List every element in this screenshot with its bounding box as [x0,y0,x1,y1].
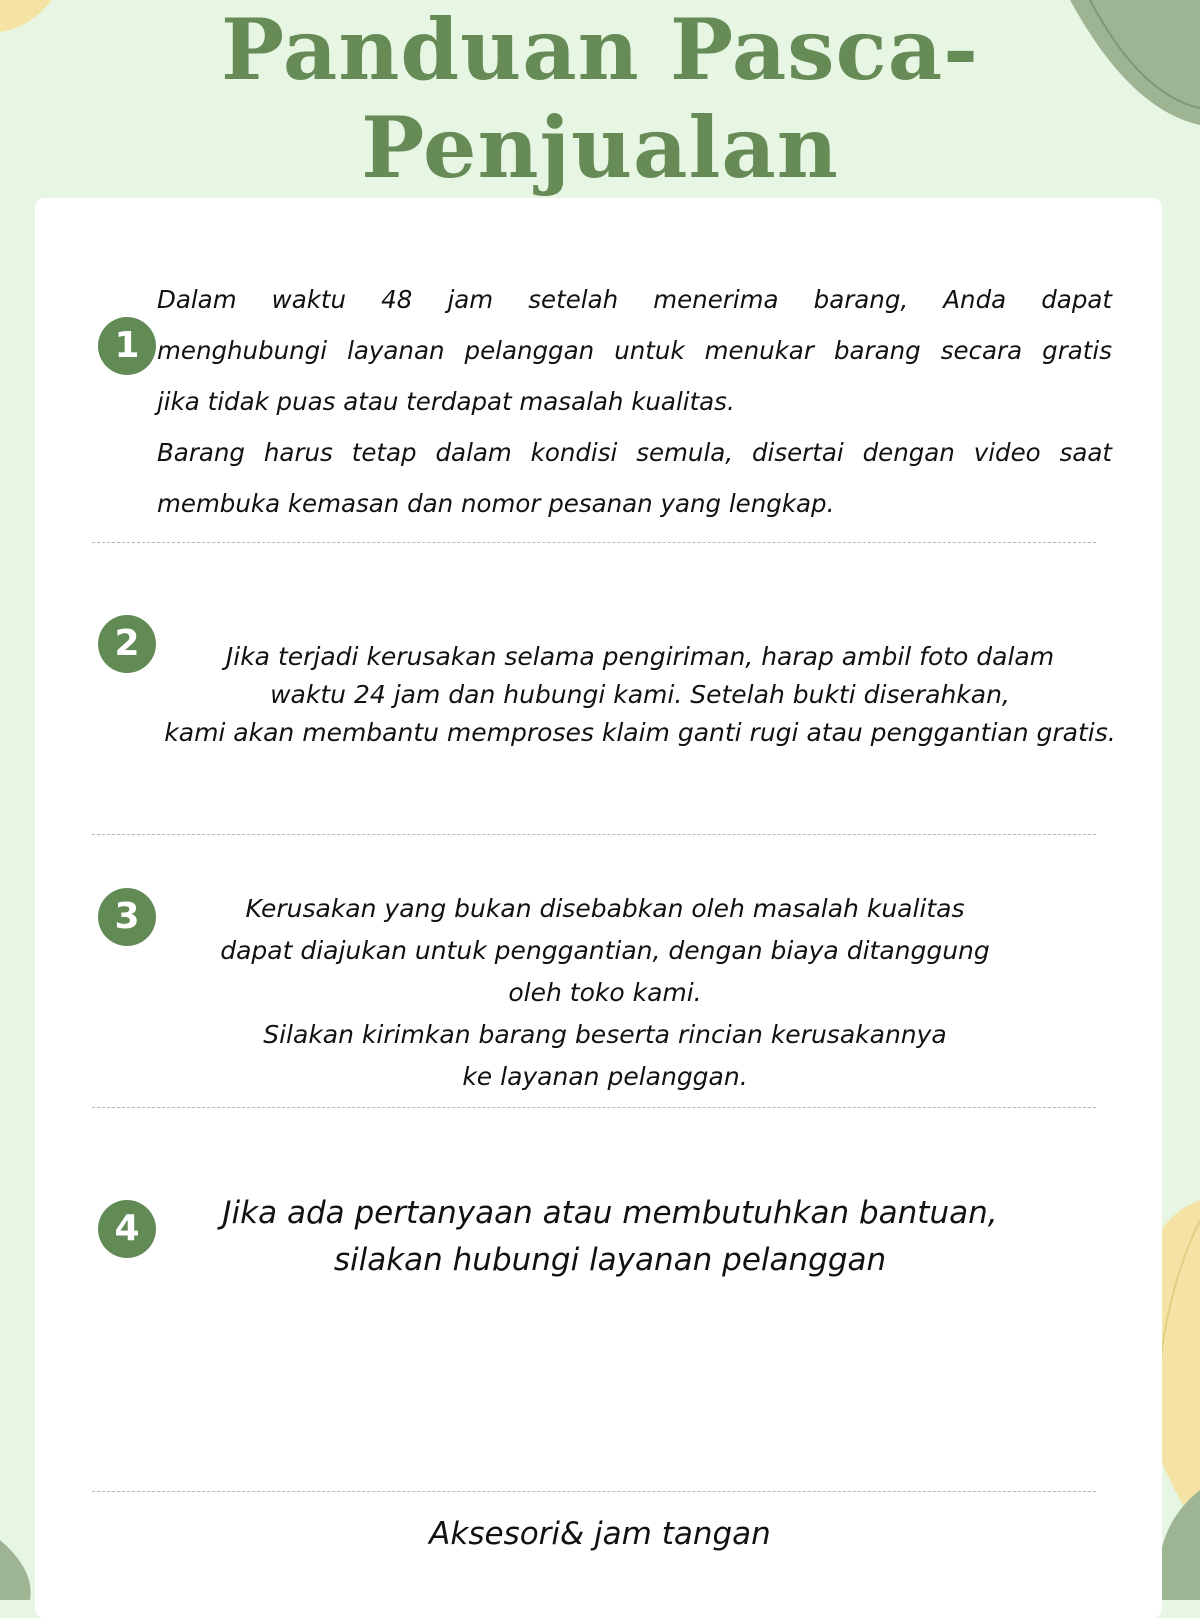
text-line: ke layanan pelanggan. [462,1062,748,1091]
dashed-divider [92,542,1096,543]
text-line: oleh toko kami. [508,978,702,1007]
text-line: Dalam waktu 48 jam setelah menerima barang, Anda dapat [157,285,1112,314]
text-line: Jika terjadi kerusakan selama pengiriman, harap ambil foto dalam [225,642,1055,671]
section-4-text [150,1190,1070,1284]
step-number-badge-2: 2 [98,615,156,673]
text-line: membuka kemasan dan nomor pesanan yang lengkap. [157,489,835,518]
text-line: Kerusakan yang bukan disebabkan oleh masalah kualitas [245,894,965,923]
text-line: menghubungi layanan pelanggan untuk menukar barang secara gratis [157,336,1112,365]
footer-brand-text: Aksesori& jam tangan [429,1516,771,1552]
page-title [0,0,1200,197]
step-number-badge-3: 3 [98,888,156,946]
text-line: kami akan membantu memproses klaim ganti rugi atau penggantian gratis. [164,718,1116,747]
section-2-text [120,638,1160,752]
text-line: Silakan kirimkan barang beserta rincian kerusakannya [263,1020,947,1049]
page-title-line2: Penjualan [361,98,839,197]
page-title-line1: Panduan Pasca- [220,0,980,99]
step-number-badge-4: 4 [98,1200,156,1258]
text-line: dapat diajukan untuk penggantian, dengan biaya ditanggung [220,936,990,965]
dashed-divider [92,1107,1096,1108]
section-3-text [150,888,1060,1098]
text-line: Barang harus tetap dalam kondisi semula, disertai dengan video saat [157,438,1112,467]
dashed-divider [92,1491,1096,1492]
section-1-text [157,274,1112,529]
dashed-divider [92,834,1096,835]
text-line: Jika ada pertanyaan atau membutuhkan bantuan, [222,1195,998,1231]
text-line: jika tidak puas atau terdapat masalah kualitas. [157,387,735,416]
text-line: silakan hubungi layanan pelanggan [333,1242,887,1278]
text-line: waktu 24 jam dan hubungi kami. Setelah bukti diserahkan, [270,680,1010,709]
step-number-badge-1: 1 [98,317,156,375]
